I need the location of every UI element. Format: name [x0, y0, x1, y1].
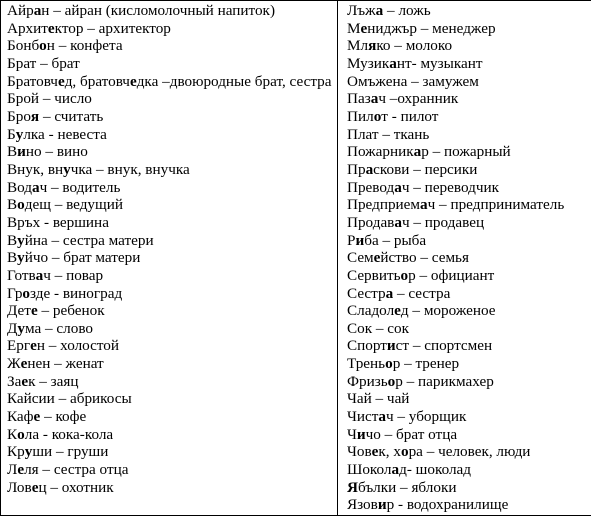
list-item	[347, 126, 591, 144]
word-text: Кайсии – абрикосы	[7, 390, 132, 408]
stress-letter: о	[373, 107, 382, 125]
list-item	[347, 408, 591, 426]
word-text: Готв	[7, 266, 36, 284]
list-item	[7, 161, 334, 179]
word-text: дка –двоюродные брат, сестра	[136, 72, 332, 90]
word-text: ст – спортсмен	[395, 337, 493, 355]
word-text: р – пожарный	[421, 143, 511, 161]
word-text: Сладол	[347, 302, 395, 320]
list-item	[7, 267, 334, 285]
list-item	[347, 214, 591, 232]
list-item	[7, 373, 334, 391]
list-item	[7, 143, 334, 161]
list-item	[347, 232, 591, 250]
list-item	[7, 73, 334, 91]
word-text: Язов	[347, 496, 378, 514]
list-item	[7, 20, 334, 38]
left-column	[1, 1, 338, 516]
word-text: Паз	[347, 90, 371, 108]
word-text: р – официант	[408, 266, 495, 284]
word-text: ко – молоко	[376, 37, 453, 55]
word-text: Предприем	[347, 196, 421, 214]
list-item	[347, 37, 591, 55]
word-text: скови – персики	[373, 160, 478, 178]
word-text: ктор – архитектор	[54, 19, 171, 37]
stress-letter: а	[370, 90, 379, 108]
list-item	[347, 461, 591, 479]
stress-letter: у	[24, 443, 33, 461]
list-item	[347, 108, 591, 126]
word-text: Връх - вершина	[7, 213, 109, 231]
list-item	[347, 179, 591, 197]
stress-letter: а	[32, 178, 40, 196]
word-text: н – холостой	[36, 337, 120, 355]
stress-letter: у	[17, 231, 25, 249]
stress-letter: я	[30, 107, 40, 125]
stress-letter: е	[57, 72, 65, 90]
word-text: М	[347, 19, 361, 37]
word-text: Лъж	[347, 2, 376, 19]
word-text: Чай – чай	[347, 390, 410, 408]
word-text: ниджър – менеджер	[367, 19, 496, 37]
right-column	[338, 1, 591, 516]
list-item	[347, 443, 591, 461]
word-text: Трень	[347, 355, 386, 373]
stress-letter: а	[378, 408, 386, 426]
word-text: Б	[7, 125, 16, 143]
list-item	[7, 302, 334, 320]
list-item	[7, 179, 334, 197]
stress-letter: е	[21, 372, 29, 390]
stress-letter: о	[39, 37, 47, 55]
list-item	[7, 90, 334, 108]
word-text: За	[7, 372, 22, 390]
word-text: р - водохранилище	[386, 496, 509, 514]
stress-letter: о	[17, 196, 25, 214]
stress-letter: и	[355, 231, 365, 249]
stress-letter: а	[391, 461, 400, 479]
list-item	[347, 302, 591, 320]
word-text: Д	[7, 319, 18, 337]
stress-letter: о	[387, 372, 396, 390]
word-text: ши – груши	[32, 443, 109, 461]
list-item	[7, 126, 334, 144]
list-item	[347, 90, 591, 108]
list-item	[7, 320, 334, 338]
word-text: Сок – сок	[347, 319, 410, 337]
stress-letter: а	[33, 2, 42, 19]
list-item	[7, 337, 334, 355]
word-text: Плат – ткань	[347, 125, 430, 143]
list-item	[7, 461, 334, 479]
word-text: Пил	[347, 107, 374, 125]
list-item	[347, 426, 591, 444]
stress-letter: а	[389, 54, 397, 72]
word-text: ч – продавец	[401, 213, 485, 231]
stress-letter: е	[33, 408, 41, 426]
word-text: – сестра	[393, 284, 451, 302]
word-text: Мл	[347, 37, 369, 55]
stress-letter: у	[15, 125, 24, 143]
list-item	[7, 2, 334, 20]
list-item	[347, 285, 591, 303]
stress-letter: а	[413, 143, 422, 161]
list-item	[347, 267, 591, 285]
word-text: Дет	[7, 302, 31, 320]
stress-letter: и	[386, 337, 396, 355]
word-text: Архит	[7, 19, 48, 37]
word-text: р – парикмахер	[395, 372, 494, 390]
word-text: нт- музыкант	[396, 54, 483, 72]
word-text: н – конфета	[46, 37, 123, 55]
word-text: Сервить	[347, 266, 401, 284]
word-text: Фризь	[347, 372, 388, 390]
list-item	[7, 232, 334, 250]
word-text: Брат – брат	[7, 54, 80, 72]
list-item	[347, 496, 591, 514]
list-item	[7, 55, 334, 73]
word-text: В	[7, 231, 18, 249]
list-item	[7, 443, 334, 461]
word-text: Музик	[347, 54, 390, 72]
word-text: Лов	[7, 478, 32, 496]
word-text: ба – рыба	[364, 231, 427, 249]
list-item	[7, 479, 334, 497]
stress-letter: о	[17, 425, 25, 443]
word-text: ч – предприниматель	[427, 196, 565, 214]
word-text: Кр	[7, 443, 25, 461]
right-word-list	[347, 2, 591, 514]
word-text: В	[7, 196, 18, 214]
word-text: д- шоколад	[399, 461, 472, 479]
list-item	[347, 390, 591, 408]
list-item	[7, 408, 334, 426]
list-item	[347, 2, 591, 20]
list-item	[347, 161, 591, 179]
list-item	[347, 196, 591, 214]
list-item	[7, 285, 334, 303]
word-text: – ложь	[383, 2, 431, 19]
stress-letter: е	[30, 302, 38, 320]
word-text: Брой – число	[7, 90, 92, 108]
word-text: ч – переводчик	[401, 178, 499, 196]
word-text: ц – охотник	[38, 478, 114, 496]
word-text: Спорт	[347, 337, 387, 355]
stress-letter: о	[400, 266, 409, 284]
list-item	[347, 337, 591, 355]
table-row	[1, 1, 591, 516]
word-text: ра – человек, люди	[408, 443, 531, 461]
list-item	[347, 320, 591, 338]
word-text: дещ – ведущий	[24, 196, 123, 214]
word-text: лка - невеста	[23, 125, 107, 143]
word-text: Превод	[347, 178, 395, 196]
word-text: йна – сестра матери	[24, 231, 154, 249]
word-text: ла - кока-кола	[24, 425, 114, 443]
stress-letter: и	[377, 496, 387, 514]
word-text: к – заяц	[28, 372, 79, 390]
word-text: К	[7, 425, 18, 443]
stress-letter: и	[17, 143, 26, 161]
word-text: Бонб	[7, 37, 40, 55]
list-item	[7, 108, 334, 126]
stress-letter: е	[360, 19, 368, 37]
stress-letter: а	[375, 2, 384, 19]
word-text: Сестр	[347, 284, 386, 302]
word-text: т - пилот	[381, 107, 439, 125]
word-text: Пр	[347, 160, 366, 178]
stress-letter: е	[17, 461, 25, 479]
word-text: Братовч	[7, 72, 58, 90]
list-item	[7, 355, 334, 373]
word-text: Гр	[7, 284, 23, 302]
word-text: – ребенок	[37, 302, 105, 320]
word-text: ля – сестра отца	[24, 461, 129, 479]
word-text: чо – брат отца	[365, 425, 458, 443]
list-item	[347, 55, 591, 73]
stress-letter: о	[22, 284, 31, 302]
stress-letter: а	[35, 266, 44, 284]
word-text: Л	[7, 461, 18, 479]
word-text: Ерг	[7, 337, 31, 355]
stress-letter: и	[356, 425, 366, 443]
word-text: Бро	[7, 107, 31, 125]
stress-letter: а	[394, 213, 402, 231]
stress-letter: е	[47, 19, 55, 37]
stress-letter: Я	[347, 478, 358, 496]
list-item	[347, 73, 591, 91]
word-text: Ж	[7, 355, 21, 373]
stress-letter: е	[394, 302, 401, 320]
word-text: Р	[347, 231, 356, 249]
word-text: д, братовч	[64, 72, 130, 90]
list-item	[347, 355, 591, 373]
word-text: йство – семья	[380, 249, 469, 267]
word-text: р – тренер	[392, 355, 460, 373]
list-item	[7, 196, 334, 214]
word-text: – кофе	[40, 408, 87, 426]
stress-letter: е	[373, 249, 381, 267]
stress-letter: а	[394, 178, 402, 196]
word-text: ч –охранник	[378, 90, 459, 108]
list-item	[347, 249, 591, 267]
word-text: Сем	[347, 249, 374, 267]
list-item	[347, 20, 591, 38]
word-text: Продав	[347, 213, 395, 231]
word-text: В	[7, 143, 18, 161]
word-text: Внук, вн	[7, 160, 64, 178]
list-item	[7, 214, 334, 232]
word-text: зде - виноград	[30, 284, 123, 302]
list-item	[347, 373, 591, 391]
word-text: нен – женат	[27, 355, 104, 373]
stress-letter: а	[365, 160, 374, 178]
word-text: Чов	[347, 443, 372, 461]
word-text: к, х	[378, 443, 401, 461]
list-item	[347, 143, 591, 161]
word-text: бълки – яблоки	[357, 478, 457, 496]
stress-letter: е	[30, 337, 37, 355]
word-text: – считать	[39, 107, 104, 125]
word-text: ма – слово	[24, 319, 93, 337]
word-text: В	[7, 249, 18, 267]
word-text: ч – уборщик	[385, 408, 467, 426]
stress-letter: а	[420, 196, 428, 214]
stress-letter: е	[20, 355, 28, 373]
stress-letter: у	[17, 319, 25, 337]
word-text: Шокол	[347, 461, 392, 479]
stress-letter: я	[368, 37, 377, 55]
word-text: Вод	[7, 178, 33, 196]
list-item	[7, 37, 334, 55]
word-text: йчо – брат матери	[24, 249, 141, 267]
word-text: ч – водитель	[39, 178, 121, 196]
word-text: ч – повар	[43, 266, 104, 284]
stress-letter: а	[385, 284, 394, 302]
stress-letter: е	[31, 478, 39, 496]
word-text: н – айран (кисломолочный напиток)	[41, 2, 275, 19]
left-word-list	[7, 2, 334, 496]
list-item	[7, 390, 334, 408]
word-text: но – вино	[25, 143, 88, 161]
word-text: Айр	[7, 2, 34, 19]
word-text: Пожарник	[347, 143, 414, 161]
stress-letter: у	[17, 249, 25, 267]
word-text: Каф	[7, 408, 34, 426]
stress-letter: е	[371, 443, 379, 461]
word-text: Ч	[347, 425, 357, 443]
word-text: д – мороженое	[400, 302, 496, 320]
list-item	[7, 249, 334, 267]
stress-letter: о	[385, 355, 393, 373]
stress-letter: о	[400, 443, 409, 461]
word-text: Омъжена – замужем	[347, 72, 479, 90]
stress-letter: е	[129, 72, 137, 90]
list-item	[7, 426, 334, 444]
list-item	[347, 479, 591, 497]
stress-letter: у	[63, 160, 71, 178]
word-text: чка – внук, внучка	[70, 160, 190, 178]
word-text: Чист	[347, 408, 379, 426]
